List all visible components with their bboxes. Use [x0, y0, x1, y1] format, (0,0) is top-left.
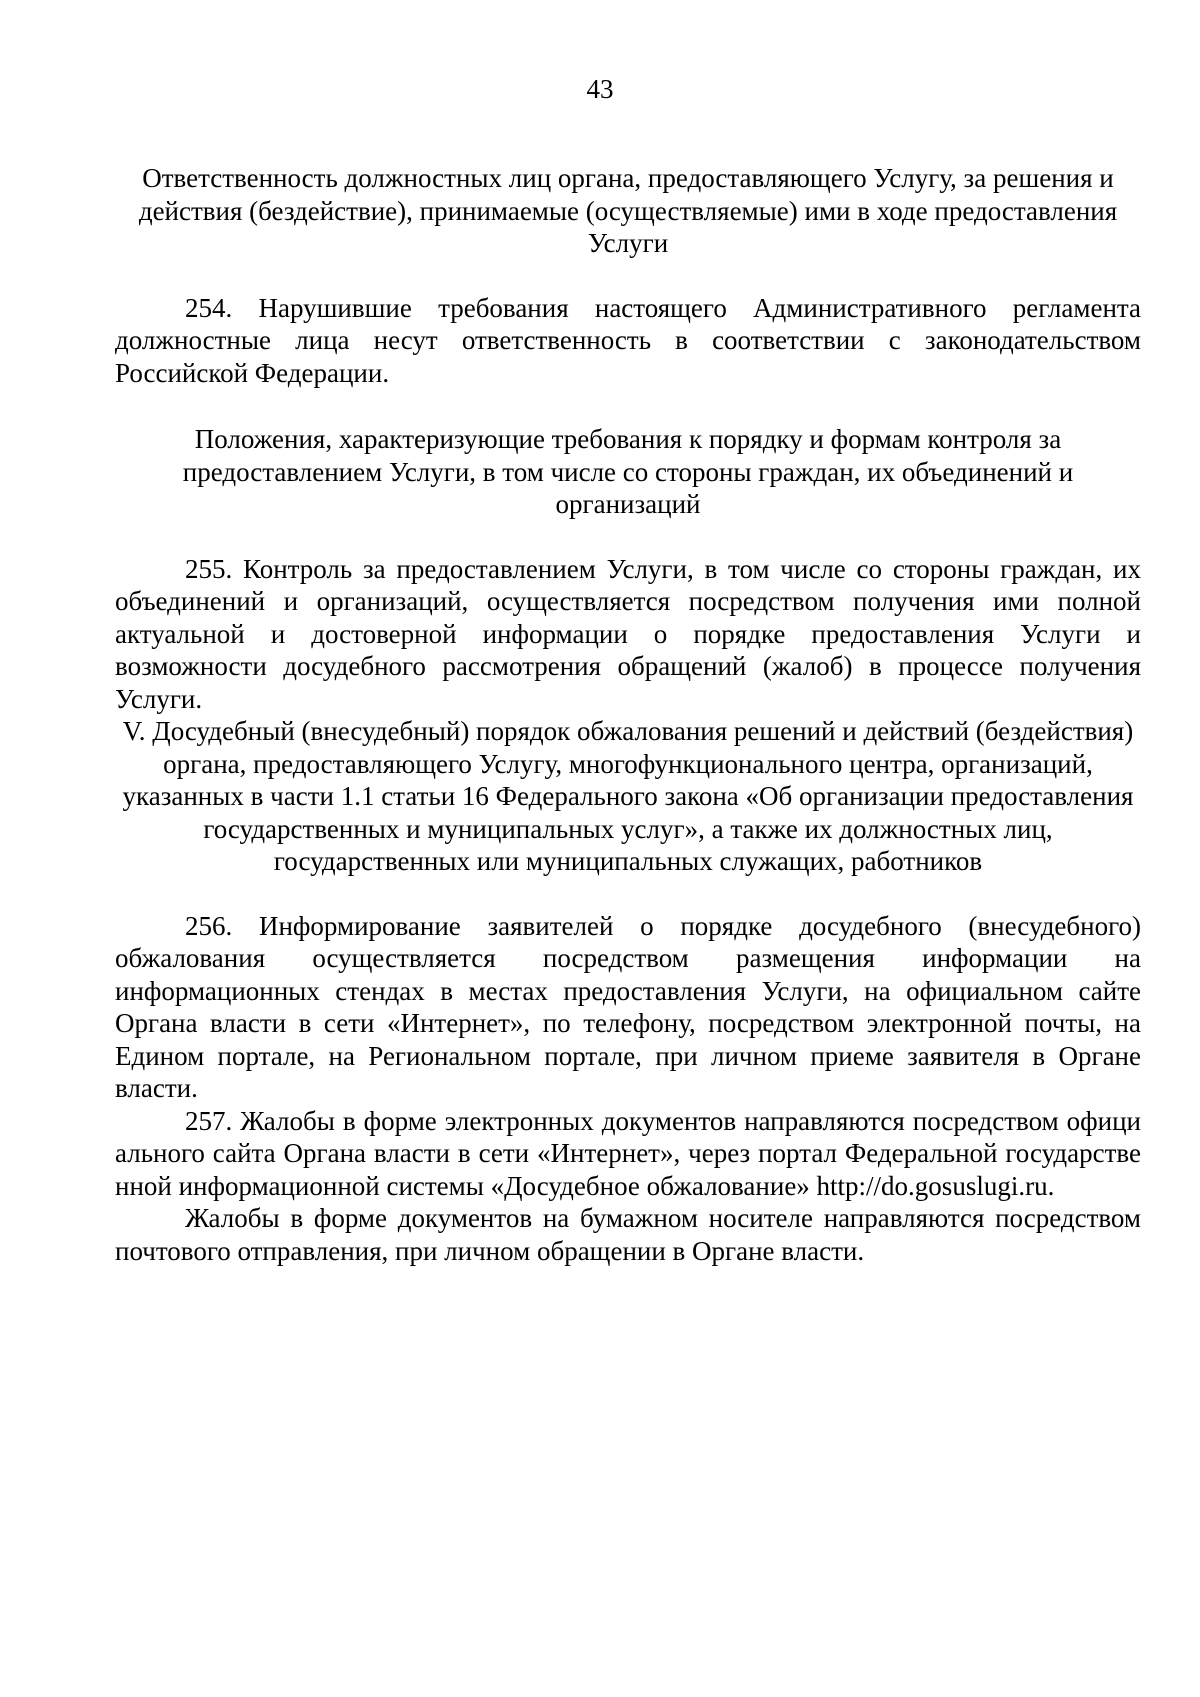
section-heading-v: V. Досудебный (внесудебный) порядок обжалования решений и действий (бездействия) органа, предоставляющего Услугу, многофункционального центра, организаций, указанных в части 1.1 статьи 16 Федерального закона «Об организации предоставления государственных и муниципальных услуг», а также их должностных лиц, государственных или муниципальных служащих, работников	[122, 716, 1134, 876]
page-number: 43	[586, 74, 614, 104]
document-body	[115, 162, 1141, 1267]
paragraph-257-paper: Жалобы в форме документов на бумажном носителе направляются посредством почтового отправления, при личном обращении в Органе власти.	[115, 1203, 1141, 1266]
section-heading-control: Положения, характеризующие требования к порядку и формам контроля за предоставлением Услуги, в том числе со стороны граждан, их объединений и организаций	[182, 424, 1074, 519]
section-heading-responsibility: Ответственность должностных лиц органа, предоставляющего Услугу, за решения и действия (бездействие), принимаемые (осуществляемые) ими в ходе предоставления Услуги	[138, 163, 1118, 258]
paragraph-255: 255. Контроль за предоставлением Услуги, в том числе со стороны граждан, их объединений и организаций, осуществляется посредством получения ими полной актуальной и достоверной информации о порядке предоставления Услуги и возможности досудебного рассмотрения обращений (жалоб) в процессе получения Услуги.	[115, 553, 1141, 714]
paragraph-256: 256. Информирование заявителей о порядке досудебного (внесудебного) обжалования осуществляется посредством размещения информации на информационных стендах в местах предоставления Услуги, на официальном сайте Органа власти в сети «Интернет», по телефону, посредством электронной почты, на Едином портале, на Региональном портале, при личном приеме заявителя в Органе власти.	[115, 910, 1141, 1103]
paragraph-254: 254. Нарушившие требования настоящего Административного регламента должностные лица несут ответственность в соответствии с законодательством Российской Федерации.	[115, 292, 1141, 388]
paragraph-257: 257. Жалобы в форме электронных документов направляются посредством официального сайта Органа власти в сети «Интернет», через портал Федеральной государственной информационной системы «Досудебное обжалование» http://do.gosuslugi.ru.	[115, 1105, 1141, 1201]
